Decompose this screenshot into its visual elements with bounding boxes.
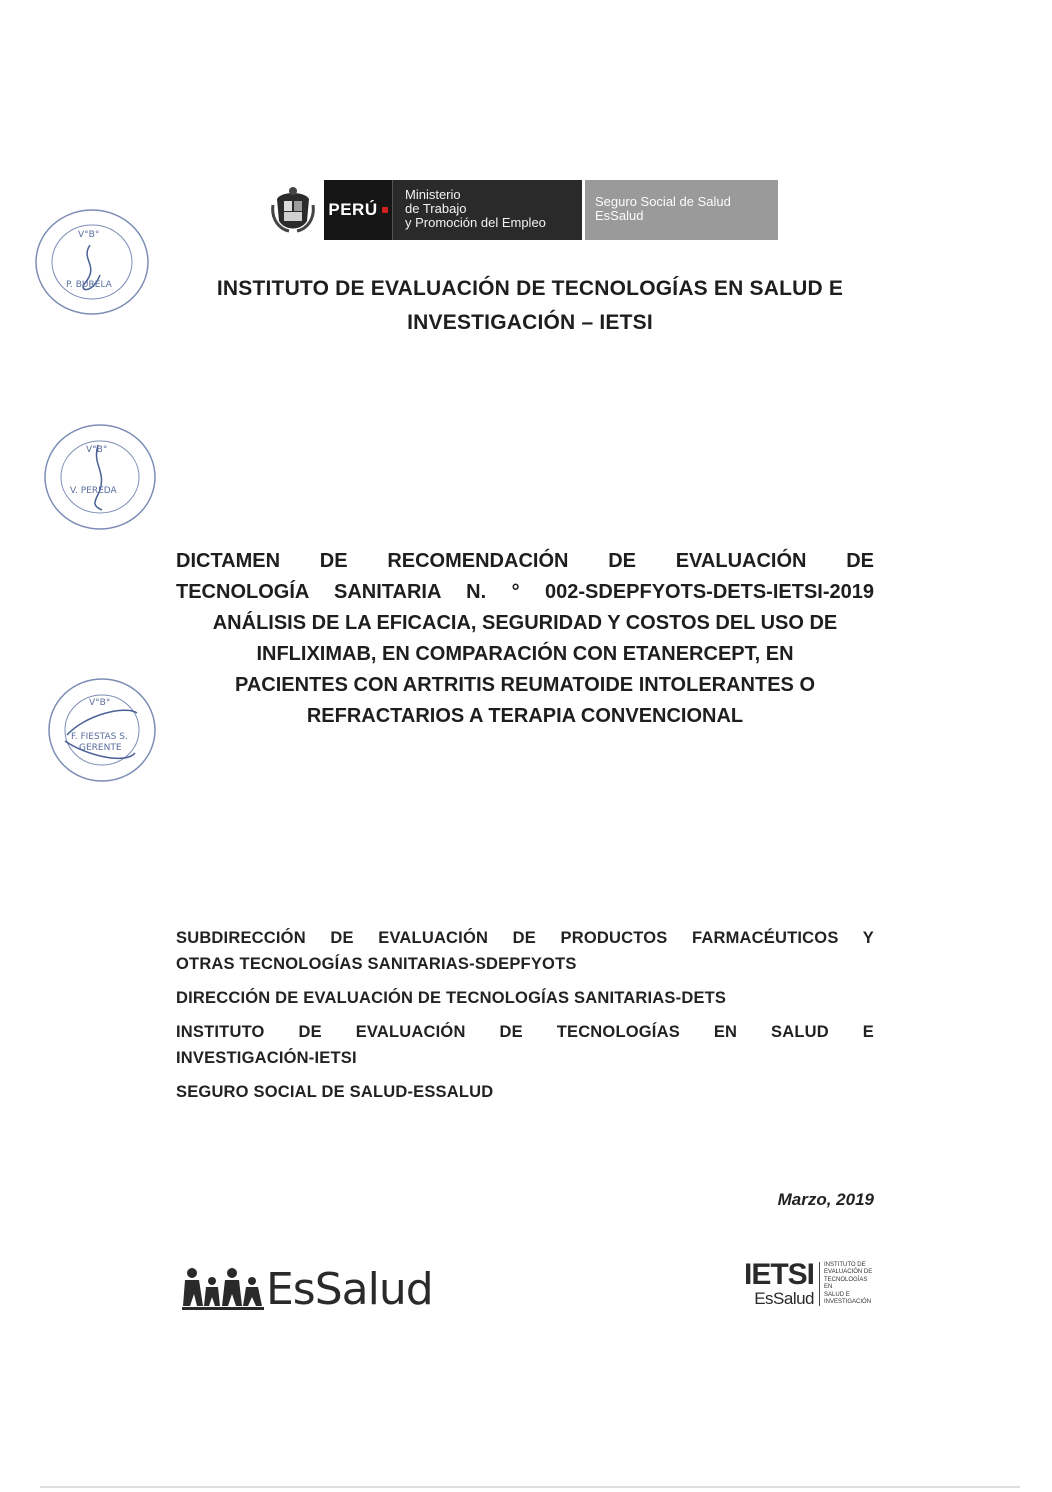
stamp-2-label: V°B° <box>86 445 108 455</box>
dictamen-line-3: ANÁLISIS DE LA EFICACIA, SEGURIDAD Y COSTOS DEL USO DE <box>212 612 838 634</box>
sub-direction-line-1: SUBDIRECCIÓN DE EVALUACIÓN DE PRODUCTOS FARMACÉUTICOS Y <box>176 929 874 947</box>
approval-stamp-3 <box>45 675 160 787</box>
direction: DIRECCIÓN DE EVALUACIÓN DE TECNOLOGÍAS SANITARIAS-DETS <box>176 989 727 1007</box>
ietsi-desc-line-3: TECNOLOGÍAS EN <box>824 1276 868 1291</box>
approval-stamp-1 <box>30 205 155 320</box>
ietsi-desc-line-5: INVESTIGACIÓN <box>824 1299 872 1306</box>
stamp-1-label: V°B° <box>78 230 100 240</box>
institute-title-line-1: INSTITUTO DE EVALUACIÓN DE TECNOLOGÍAS EN SALUD E <box>216 277 844 300</box>
essalud-logo-text: EsSalud <box>266 1264 433 1315</box>
dictamen-line-5: PACIENTES CON ARTRITIS REUMATOIDE INTOLERANTES O <box>234 674 816 696</box>
country-name: PERÚ <box>328 200 378 219</box>
institute-title-line-2: INVESTIGACIÓN – IETSI <box>407 311 653 334</box>
ietsi-logo <box>744 1260 874 1308</box>
institute-org <box>176 1019 874 1071</box>
agency-line-1: Seguro Social de Salud <box>595 194 731 209</box>
dictamen-line-1: DICTAMEN DE RECOMENDACIÓN DE EVALUACIÓN DE <box>176 550 874 572</box>
sub-direction <box>176 925 874 977</box>
coat-of-arms-icon <box>262 180 324 240</box>
stamp-1-name: P. BURELA <box>66 280 112 290</box>
ministry-box <box>392 180 582 240</box>
government-banner <box>262 180 778 240</box>
ministry-line-1: Ministerio <box>405 187 461 202</box>
ietsi-logo-sub: EsSalud <box>754 1289 815 1308</box>
institute-org-line-2: INVESTIGACIÓN-IETSI <box>176 1049 357 1067</box>
flag-mark-icon <box>382 207 388 213</box>
ietsi-desc-line-1: INSTITUTO DE <box>824 1262 866 1268</box>
dictamen-line-2: TECNOLOGÍA SANITARIA N. ° 002-SDEPFYOTS-DETS-IETSI-2019 <box>176 581 874 603</box>
ietsi-desc-line-2: EVALUACIÓN DE <box>824 1269 873 1276</box>
stamp-3-role: GERENTE <box>79 743 122 753</box>
essalud-logo <box>182 1262 433 1315</box>
social-security: SEGURO SOCIAL DE SALUD-ESSALUD <box>176 1083 494 1101</box>
peru-label-box <box>324 180 392 240</box>
stamp-2-name: V. PEREDA <box>70 486 117 496</box>
dictamen-line-6: REFRACTARIOS A TERAPIA CONVENCIONAL <box>306 705 744 727</box>
ministry-line-3: y Promoción del Empleo <box>405 215 546 230</box>
ietsi-logo-wordmark <box>744 1260 814 1308</box>
dictamen-title <box>176 546 874 732</box>
agency-line-2: EsSalud <box>595 208 644 223</box>
ietsi-logo-description <box>819 1262 874 1306</box>
stamp-3-label: V°B° <box>89 698 111 708</box>
institute-org-line-1: INSTITUTO DE EVALUACIÓN DE TECNOLOGÍAS EN SALUD E <box>176 1023 874 1041</box>
sub-direction-line-2: OTRAS TECNOLOGÍAS SANITARIAS-SDEPFYOTS <box>176 955 577 973</box>
approval-stamp-2 <box>40 420 160 535</box>
agency-box <box>585 180 778 240</box>
ietsi-logo-main: IETSI <box>744 1258 815 1291</box>
ministry-line-2: de Trabajo <box>405 201 467 216</box>
institute-title <box>150 272 910 340</box>
organizations-list <box>176 925 874 1113</box>
ietsi-desc-line-4: SALUD E <box>824 1291 850 1298</box>
document-date: Marzo, 2019 <box>777 1190 874 1209</box>
dictamen-line-4: INFLIXIMAB, EN COMPARACIÓN CON ETANERCEPT, EN <box>256 643 794 665</box>
family-figures-icon <box>182 1266 264 1312</box>
page-bottom-edge <box>40 1486 1020 1488</box>
stamp-3-name: F. FIESTAS S. <box>71 732 128 742</box>
